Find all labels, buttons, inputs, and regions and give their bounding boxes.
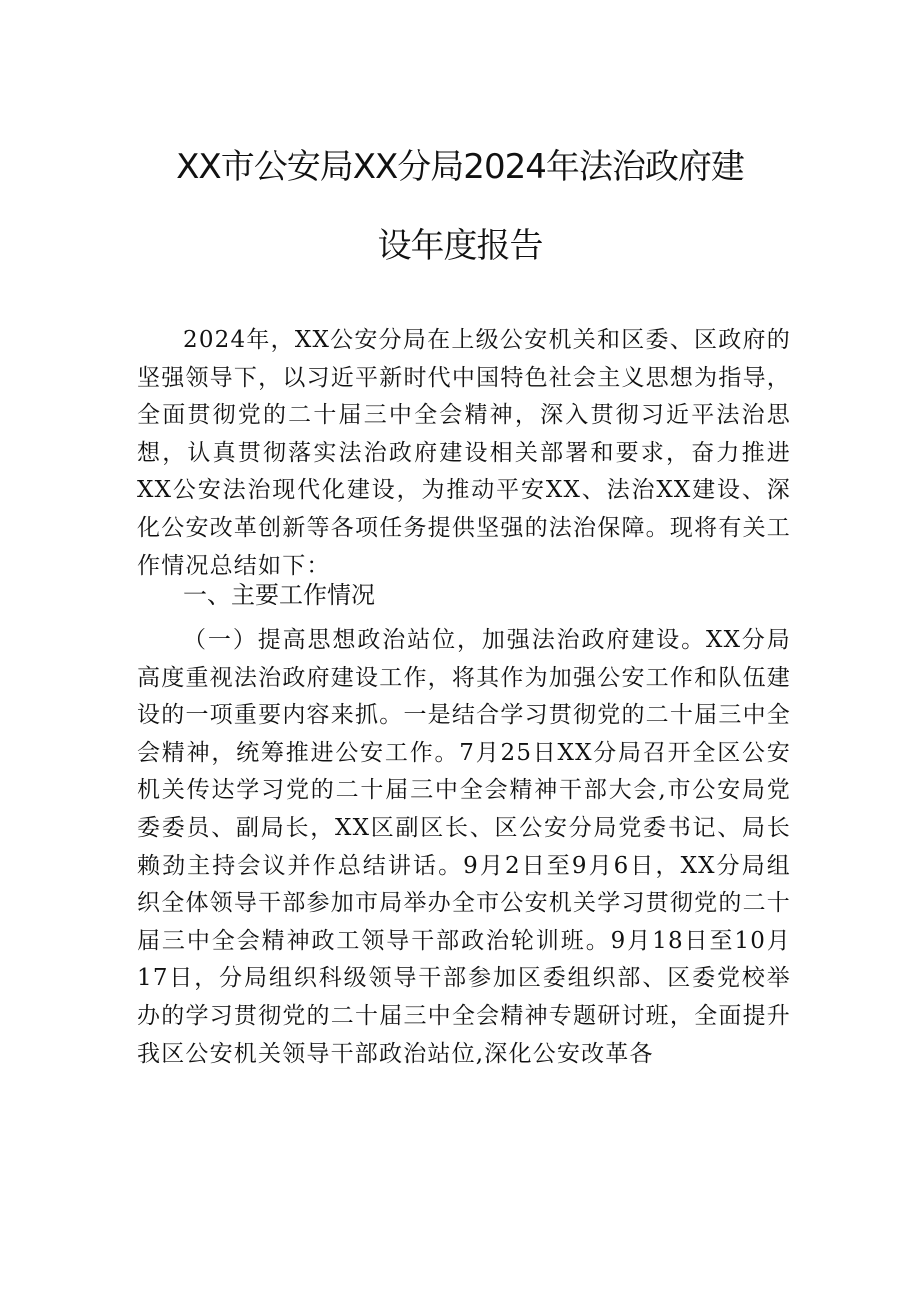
- document-title-line-1: XX市公安局XX分局2024年法治政府建: [176, 147, 744, 187]
- intro-paragraph: 2024年，XX公安分局在上级公安机关和区委、区政府的坚强领导下，以习近平新时代中国特色社会主义思想为指导，全面贯彻党的二十届三中全会精神，深入贯彻习近平法治思想，认真贯彻落实法治政府建设相关部署和要求，奋力推进XX公安法治现代化建设，为推动平安XX、法治XX建设、深化公安改革创新等各项任务提供坚强的法治保障。现将有关工作情况总结如下：: [137, 327, 791, 579]
- document-title-line-2: 设年度报告: [377, 226, 543, 266]
- section-heading: 一、主要工作情况: [183, 581, 375, 609]
- section-paragraph: （一）提高思想政治站位，加强法治政府建设。XX分局高度重视法治政府建设工作，将其作为加强公安工作和队伍建设的一项重要内容来抓。一是结合学习贯彻党的二十届三中全会精神，统筹推进公安工作。7月25日XX分局召开全区公安机关传达学习党的二十届三中全会精神干部大会,市公安局党委委员、副局长，XX区副区长、区公安分局党委书记、局长赖劲主持会议并作总结讲话。9月2日至9月6日，XX分局组织全体领导干部参加市局举办全市公安机关学习贯彻党的二十届三中全会精神政工领导干部政治轮训班。9月18日至10月17日，分局组织科级领导干部参加区委组织部、区委党校举办的学习贯彻党的二十届三中全会精神专题研讨班，全面提升我区公安机关领导干部政治站位,深化公安改革各: [137, 627, 791, 1067]
